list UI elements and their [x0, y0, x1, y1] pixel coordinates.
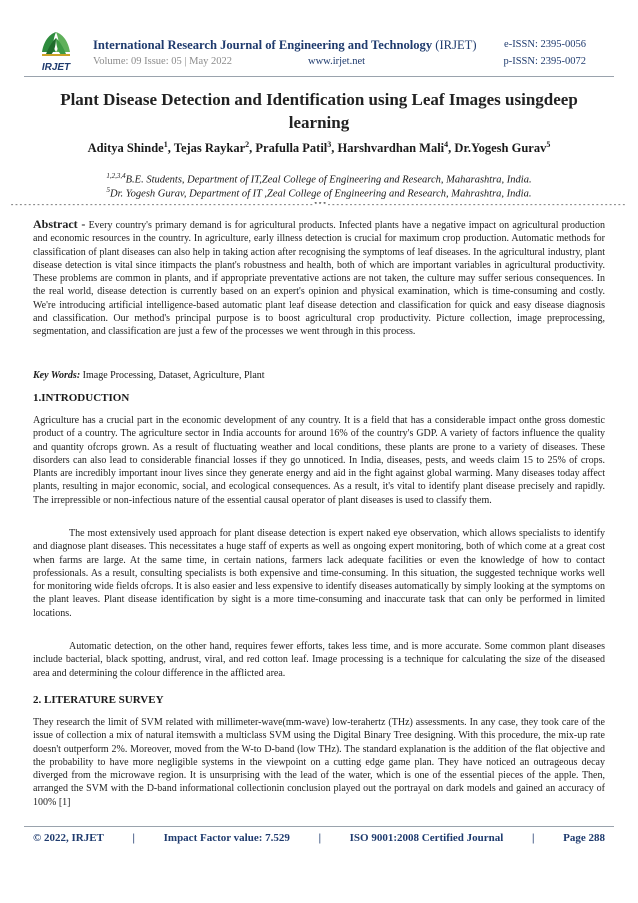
- footer-rule: [24, 826, 614, 827]
- logo-text: IRJET: [41, 62, 71, 73]
- section-separator: ---------------------------------------------------------------------***--------------------------------------------------------------------: [10, 202, 627, 210]
- journal-website: www.irjet.net: [308, 56, 366, 67]
- affiliation-1: $^{1,2,3,4}$B.E. Students, Department of IT,Zeal College of Engineering and Research, Maharashtra, India.: [106, 172, 532, 186]
- volume-issue: Volume: 09 Issue: 05 | May 2022: [93, 56, 232, 67]
- journal-abbr: (IRJET): [435, 38, 477, 52]
- author: Harshvardhan Mali: [337, 141, 445, 156]
- page-number: Page 288: [563, 832, 605, 844]
- journal-title: [93, 38, 477, 53]
- page-footer: © 2022, IRJET | Impact Factor value: 7.529 | ISO 9001:2008 Certified Journal | Page 288: [33, 832, 605, 844]
- abstract: [33, 218, 605, 339]
- section-heading-introduction: 1.INTRODUCTION: [33, 392, 130, 404]
- keywords-label: Key Words: [33, 370, 77, 381]
- author: Dr.Yogesh Gurav: [454, 141, 547, 156]
- paper-title: Plant Disease Detection and Identification using Leaf Images usingdeep learning: [60, 90, 578, 132]
- copyright: © 2022, IRJET: [33, 832, 104, 844]
- journal-name: International Research Journal of Engineering and Technology: [93, 38, 433, 52]
- abstract-text: Every country's primary demand is for agricultural products. Infected plants have a negative impact on agricultural production and economic resources in the country. In agriculture, early illness detection is crucial for maximum crop production. Automatic methods for classification of plant diseases can also help in taking action after recognising the symptoms of leaf diseases. In the agricultural industry, plant disease detection is vital since itimpacts the plant's robustness and health, both of which are important variables in agricultural productivity. These problems are common in plants, and if appropriate preventative actions are not taken, the culture may suffer serious consequences. In the real world, disease detection is currently based on an expert's opinion and physical examination, which is time-consuming and costly. We're introducing artificial intelligence-based automatic plant leaf disease detection and classification for quick and easy disease diagnosis and classification. Our method's principal purpose is to boost agricultural crop productivity. Picture collection, image preprocessing, segmentation, and classification are just a few of the processes we went through in this process.: [33, 220, 605, 338]
- author: Aditya Shinde: [87, 141, 164, 156]
- literature-paragraph-1: They research the limit of SVM related with millimeter-wave(mm-wave) low-terahertz (THz) assessments. In any case, they took care of the issue of collection a mix of natural itemswith a multiclass SVM using the Digital Binary Tree designing. With this procedure, the mix-up rate doesn't outperform 2%. Moreover, moved from the W-to D-band (low THz). The standard explanation is the addition of the flat objective and the probability to have more negligible systems in the viewpoint on a cutting edge game plan. They have noticed an outrageous decay diverged from the microwave region. It is unsurprising with the lead of the water, which is one of the essential pieces of the apple. Then, arranged the SVM with the D-band informational collectionin conclusion played out the portrayal on dark models and gained an accuracy of 100% [1]: [33, 717, 605, 808]
- journal-header: [0, 0, 638, 82]
- author-list: Aditya Shinde$^1$, Tejas Raykar$^2$, Prafulla Patil$^3$, Harshvardhan Mali$^4$, Dr.Yogesh Gurav$^5$: [87, 140, 551, 156]
- abstract-label: Abstract -: [33, 217, 86, 231]
- impact-factor: Impact Factor value: 7.529: [163, 832, 290, 844]
- section-heading-literature: 2. LITERATURE SURVEY: [33, 694, 164, 706]
- intro-paragraph-3: Automatic detection, on the other hand, requires fewer efforts, takes less time, and is more accurate. Some common plant diseases include bacterial, black spotting, andrust, viral, and red cotton leaf. Image processing is a technique for calculating the size of the diseased area and determining the colour difference in the afflicted area.: [33, 641, 605, 679]
- header-rule: [24, 76, 614, 77]
- keywords-text: Image Processing, Dataset, Agriculture, Plant: [82, 370, 265, 381]
- intro-paragraph-2: The most extensively used approach for plant disease detection is expert naked eye observation, which allows specialists to identify and diagnose plant diseases. This necessitates a huge staff of experts as well as ongoing expert monitoring, both of which come at a great cost when farms are large. At the same time, in certain nations, farmers lack adequate facilities or even the knowledge of how to contact professionals. As a result, consulting specialists is both expensive and time-consuming. In this situation, the suggested technique works well for monitoring wide fields ofcrops. It is also easier and less expensive to identify diseases automatically by simply looking at the symptoms on the plant leaves. Plant disease identification by sight is a more time-consuming and inaccurate task that can only be performed in limited locations.: [33, 528, 605, 619]
- affiliation-2: $^5$Dr. Yogesh Gurav, Department of IT ,Zeal College of Engineering and Research, Mahrashtra, India.: [106, 186, 532, 200]
- pissn: p-ISSN: 2395-0072: [503, 56, 586, 67]
- eissn: e-ISSN: 2395-0056: [504, 39, 586, 50]
- iso-certification: ISO 9001:2008 Certified Journal: [349, 832, 504, 844]
- author: Tejas Raykar: [173, 141, 246, 156]
- irjet-logo: [36, 30, 76, 76]
- keywords: Key Words: Image Processing, Dataset, Agriculture, Plant: [33, 370, 265, 381]
- intro-paragraph-1: Agriculture has a crucial part in the economic development of any country. It is a field that has a considerable impact onthe gross domestic product of a country. The agriculture sector in India accounts for around 16% of the country's GDP. A variety of factors influence the quality and quantity ofcrops grown. As a result of fluctuating weather and local conditions, these plants are prone to a variety of diseases. These disorders can also lead to considerable financial losses if they go unnoticed. In India, diseases, pests, and weeds claim 15 to 25% of crops. Plants are incredibly important inour lives since they generate energy and aid in the fight against global warming. Many diseases today affect plants, resulting in major economic, social, and ecological consequences. As a result, it's vital to identify plant disease precisely and rapidly. The irrepressible or non-infectious nature of the essential causal operator of plant diseases is used to classify them.: [33, 415, 605, 506]
- author: Prafulla Patil: [255, 141, 328, 156]
